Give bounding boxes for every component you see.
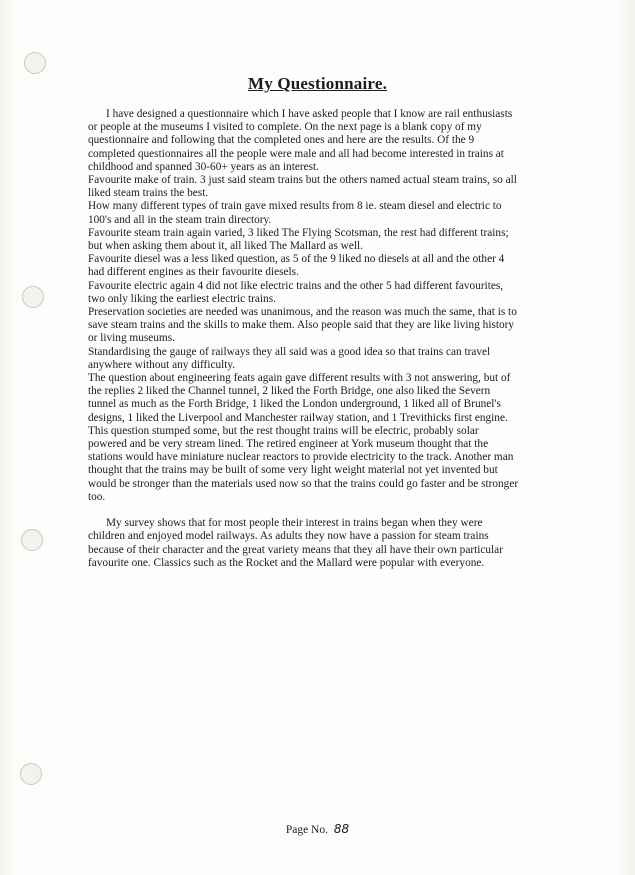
paragraph-favourite-electric: Favourite electric again 4 did not like electric trains and the other 5 had different favourites, two only liking the earliest electric trains. [88,279,504,305]
paragraph-preservation: Preservation societies are needed was unanimous, and the reason was much the same, that is to save steam trains and the skills to make them. Also people said that they are like living history or living museums. [88,306,517,345]
paragraph-conclusion: My survey shows that for most people their interest in trains began when they were children and enjoyed model railways. As adults they now have a passion for steam trains because of their character and the great variety means that they all have their own particular favourite one. Classics such as the Rocket and the Mallard were popular with everyone. [88,517,503,569]
paragraph-favourite-make: Favourite make of train. 3 just said steam trains but the others named actual steam trains, so all liked steam trains the best. [88,174,517,200]
paragraph-engineering-feats: The question about engineering feats again gave different results with 3 not answering, but of the replies 2 liked the Channel tunnel, 2 liked the Forth Bridge, one also liked the Severn tunnel as much as the Forth Bridge, 1 liked the London underground, 1 liked all of Brunel's designs, 1 liked the Liverpool and Manchester railway station, and 1 Trevithicks first engine. [88,372,511,424]
paragraph-favourite-steam: Favourite steam train again varied, 3 liked The Flying Scotsman, the rest had different trains; but when asking them about it, all liked The Mallard as well. [88,226,509,253]
page-footer [0,822,635,836]
paragraph-gap [88,504,520,517]
punch-hole-top [24,52,46,74]
paragraph-intro: I have designed a questionnaire which I have asked people that I know are rail enthusiasts or people at the museums I visited to complete. On the next page is a blank copy of my questionnaire and following that the completed ones and here are the results. Of the 9 completed questionnaires all the people were male and all had become interested in trains at childhood and spanned 30-60+ years as an interest. [88,108,513,173]
page-number-label: Page No. [285,824,328,836]
page-number: 88 [333,822,350,836]
page-title: My Questionnaire. [247,74,388,93]
paragraph-future-trains: This question stumped some, but the rest thought trains will be electric, probably solar powered and be very stream lined. The retired engineer at York museum thought that the stations would have miniature nuclear reactors to provide electricity to the track. Another man thought that the trains may be built of some very light weight material not yet invented but would be stronger than the materials used now so that the trains could go faster and be stronger too. [88,424,519,503]
body-text [88,108,520,570]
punch-hole-upper-middle [22,286,44,308]
paragraph-gauge: Standardising the gauge of railways they all said was a good idea so that trains can travel anywhere without any difficulty. [88,345,491,371]
punch-hole-bottom [20,763,42,785]
punch-hole-lower-middle [21,529,43,551]
paragraph-types-of-train: How many different types of train gave mixed results from 8 ie. steam diesel and electric to 100's and all in the steam train directory. [88,200,502,226]
paragraph-favourite-diesel: Favourite diesel was a less liked question, as 5 of the 9 liked no diesels at all and the other 4 had different engines as their favourite diesels. [88,253,505,279]
